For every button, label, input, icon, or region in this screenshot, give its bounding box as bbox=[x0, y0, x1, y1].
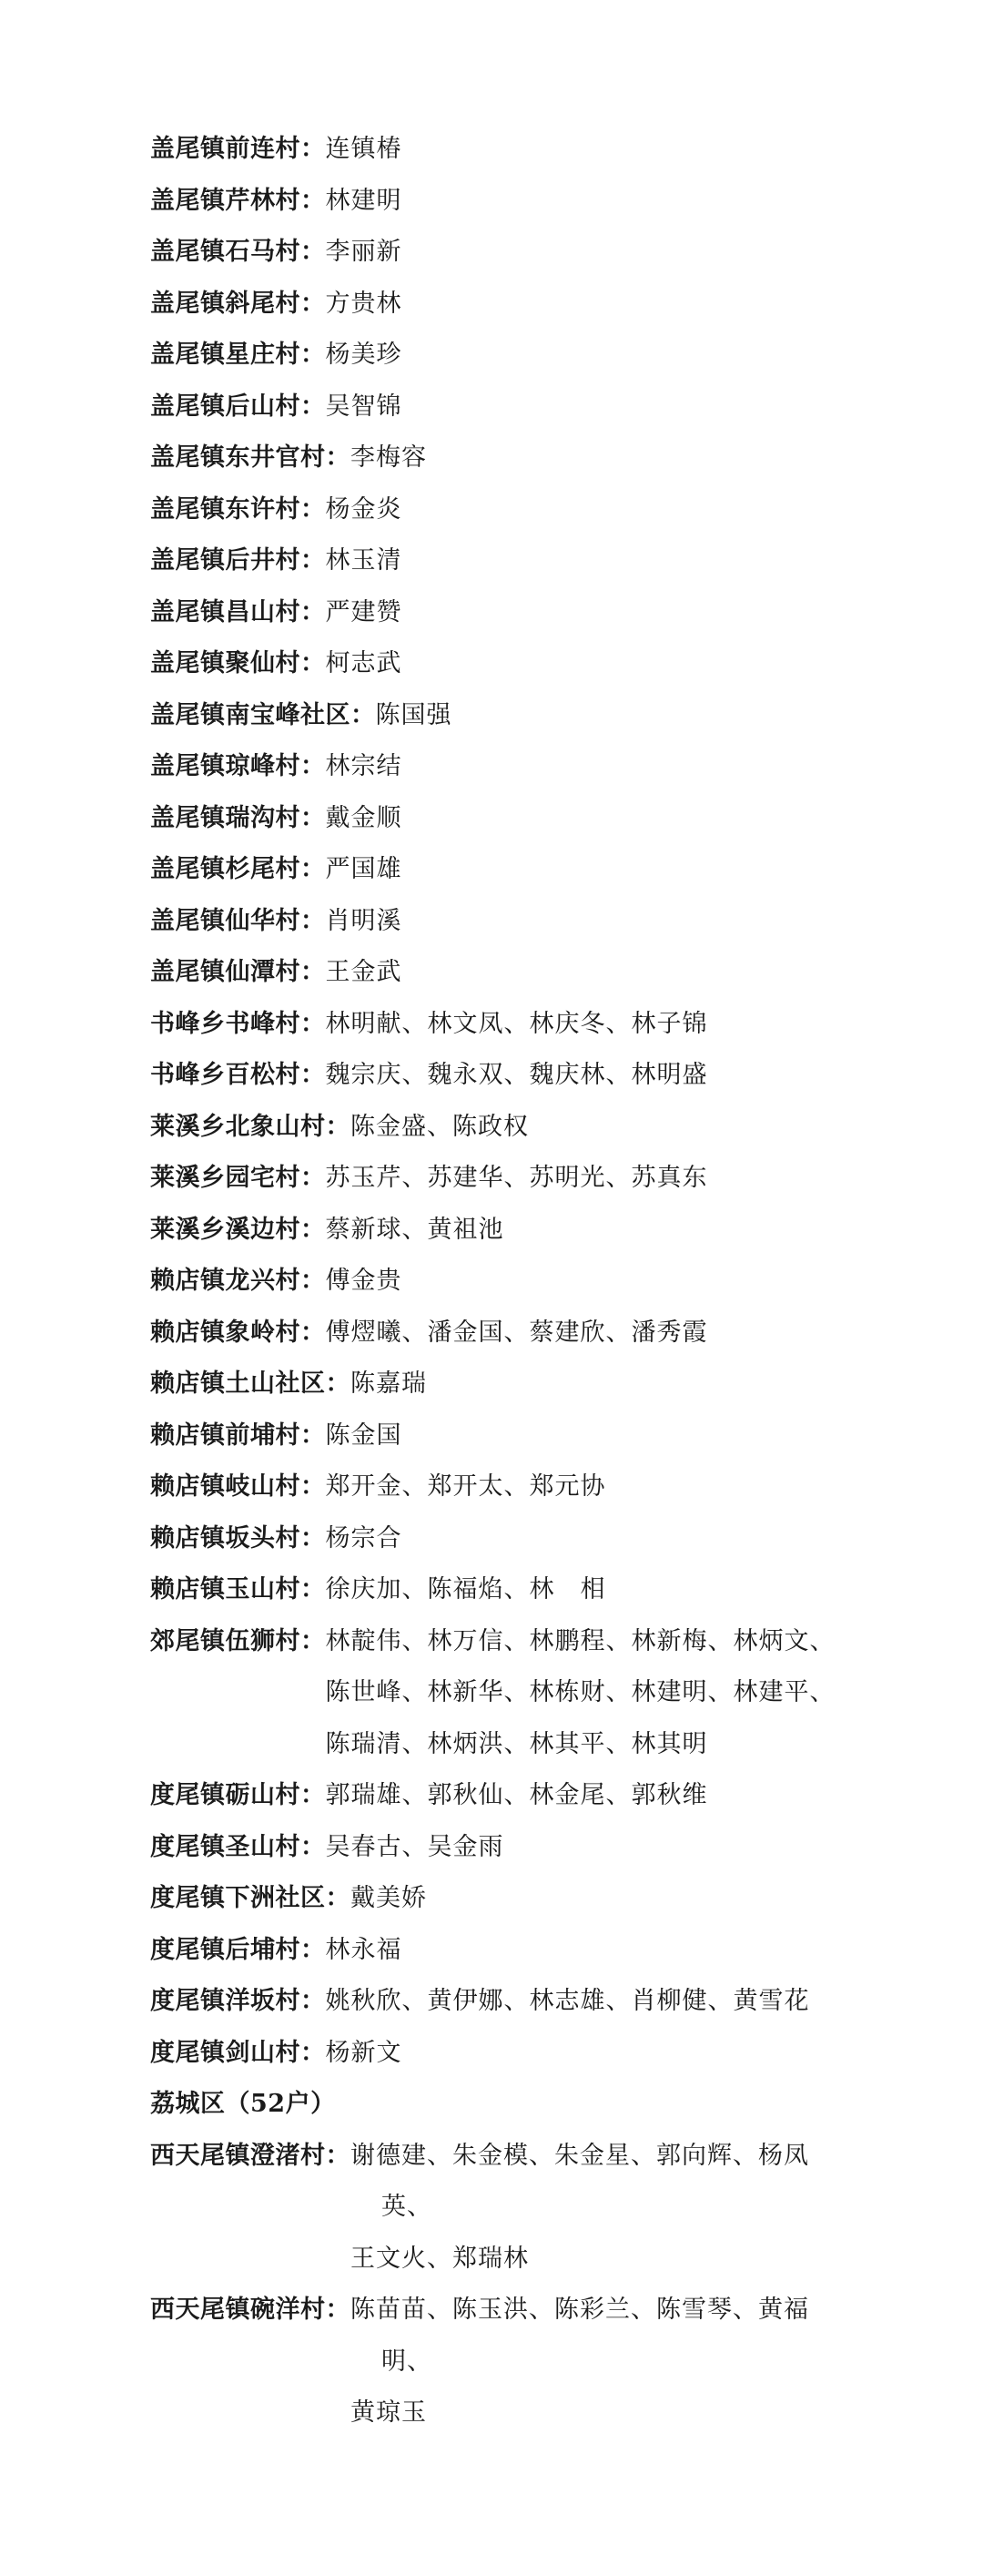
village-label: 盖尾镇仙潭村： bbox=[150, 958, 326, 986]
village-label: 西天尾镇碗洋村： bbox=[150, 2296, 350, 2324]
list-item bbox=[150, 124, 878, 176]
village-label: 度尾镇剑山村： bbox=[150, 2038, 326, 2067]
village-label: 郊尾镇伍狮村： bbox=[150, 1626, 326, 1655]
list-item bbox=[150, 1770, 878, 1822]
household-names: 柯志武 bbox=[325, 649, 402, 677]
household-names: 陈金国 bbox=[325, 1420, 402, 1450]
list-item bbox=[150, 535, 878, 587]
household-names: 林玉清 bbox=[325, 546, 402, 575]
household-names: 姚秋欣、黄伊娜、林志雄、肖柳健、黄雪花 bbox=[325, 1987, 810, 2015]
village-label: 盖尾镇杉尾村： bbox=[150, 855, 326, 883]
village-label: 度尾镇下洲社区： bbox=[150, 1884, 350, 1912]
names-line: 英、 bbox=[381, 2193, 432, 2221]
village-label: 盖尾镇后井村： bbox=[150, 546, 326, 575]
village-label: 西天尾镇澄渚村： bbox=[150, 2141, 350, 2170]
list-item bbox=[150, 1410, 878, 1462]
household-names bbox=[326, 1616, 836, 1771]
village-label: 赖店镇前埔村： bbox=[150, 1420, 326, 1450]
list-item bbox=[150, 2131, 878, 2286]
list-item bbox=[150, 587, 878, 639]
household-names: 严建赞 bbox=[325, 597, 402, 626]
village-label: 盖尾镇芹林村： bbox=[150, 186, 326, 215]
household-names bbox=[350, 2131, 809, 2286]
village-label: 度尾镇后埔村： bbox=[150, 1935, 326, 1964]
list-item bbox=[150, 947, 878, 999]
list-item bbox=[150, 690, 878, 742]
household-names bbox=[350, 2285, 809, 2439]
list-item bbox=[150, 484, 878, 536]
household-list bbox=[150, 124, 878, 2439]
village-label: 盖尾镇东井官村： bbox=[150, 443, 350, 472]
village-label: 赖店镇象岭村： bbox=[150, 1318, 326, 1347]
household-names: 陈金盛、陈政权 bbox=[350, 1112, 529, 1141]
household-names: 戴美娇 bbox=[350, 1884, 427, 1912]
village-label: 盖尾镇仙华村： bbox=[150, 906, 326, 935]
list-item bbox=[150, 1308, 878, 1359]
names-line: 黄琼玉 bbox=[350, 2398, 427, 2427]
household-names: 林建明 bbox=[325, 186, 402, 215]
list-item bbox=[150, 896, 878, 948]
village-label: 盖尾镇星庄村： bbox=[150, 341, 326, 369]
list-item bbox=[150, 330, 878, 382]
village-label: 赖店镇坂头村： bbox=[150, 1523, 326, 1553]
list-item bbox=[150, 1205, 878, 1257]
list-item bbox=[150, 1976, 878, 2028]
village-label: 度尾镇圣山村： bbox=[150, 1832, 326, 1861]
village-label: 莱溪乡园宅村： bbox=[150, 1164, 326, 1192]
list-item bbox=[150, 1564, 878, 1616]
household-names: 吴春古、吴金雨 bbox=[325, 1832, 504, 1861]
household-names: 陈嘉瑞 bbox=[350, 1369, 427, 1398]
village-label: 盖尾镇斜尾村： bbox=[150, 289, 326, 318]
list-item bbox=[150, 279, 878, 331]
names-line: 陈瑞清、林炳洪、林其平、林其明 bbox=[325, 1729, 708, 1758]
village-label: 盖尾镇石马村： bbox=[150, 238, 326, 266]
list-item bbox=[150, 227, 878, 279]
village-label: 赖店镇岐山村： bbox=[150, 1472, 326, 1501]
list-item bbox=[150, 1153, 878, 1205]
names-line: 明、 bbox=[381, 2347, 432, 2376]
household-names: 杨金炎 bbox=[325, 494, 402, 524]
names-line: 陈世峰、林新华、林栋财、林建明、林建平、 bbox=[325, 1678, 836, 1706]
names-line: 王文火、郑瑞林 bbox=[350, 2244, 529, 2273]
village-label: 度尾镇洋坂村： bbox=[150, 1987, 326, 2015]
list-item bbox=[150, 382, 878, 433]
list-item bbox=[150, 1461, 878, 1513]
list-item bbox=[150, 1102, 878, 1154]
household-names: 林宗结 bbox=[325, 752, 402, 780]
names-line: 谢德建、朱金模、朱金星、郭向辉、杨凤 bbox=[350, 2141, 809, 2170]
household-names: 杨新文 bbox=[325, 2038, 402, 2067]
list-item bbox=[150, 844, 878, 896]
names-line: 陈苗苗、陈玉洪、陈彩兰、陈雪琴、黄福 bbox=[350, 2296, 809, 2324]
list-item bbox=[150, 2285, 878, 2439]
village-label: 盖尾镇南宝峰社区： bbox=[150, 700, 376, 729]
household-names: 杨美珍 bbox=[325, 341, 402, 369]
household-names: 魏宗庆、魏永双、魏庆林、林明盛 bbox=[325, 1061, 708, 1089]
village-label: 盖尾镇东许村： bbox=[150, 494, 326, 524]
list-item bbox=[150, 1822, 878, 1874]
village-label: 书峰乡书峰村： bbox=[150, 1009, 326, 1038]
household-names: 李梅容 bbox=[350, 443, 427, 472]
household-names: 吴智锦 bbox=[325, 392, 402, 421]
village-label: 盖尾镇瑞沟村： bbox=[150, 803, 326, 832]
names-line: 林靛伟、林万信、林鹏程、林新梅、林炳文、 bbox=[325, 1626, 836, 1655]
household-names: 肖明溪 bbox=[325, 906, 402, 935]
village-label: 盖尾镇前连村： bbox=[150, 135, 326, 163]
list-item bbox=[150, 1050, 878, 1102]
village-label: 赖店镇龙兴村： bbox=[150, 1267, 326, 1295]
list-item bbox=[150, 999, 878, 1051]
list-item bbox=[150, 638, 878, 690]
village-label: 盖尾镇后山村： bbox=[150, 392, 326, 421]
household-names: 郑开金、郑开太、郑元协 bbox=[325, 1472, 606, 1501]
household-names: 林明献、林文凤、林庆冬、林子锦 bbox=[325, 1009, 708, 1038]
list-item bbox=[150, 2028, 878, 2080]
village-label: 莱溪乡溪边村： bbox=[150, 1215, 326, 1244]
village-label: 书峰乡百松村： bbox=[150, 1061, 326, 1089]
household-names: 连镇椿 bbox=[325, 135, 402, 163]
household-names: 陈国强 bbox=[375, 700, 452, 729]
village-label: 盖尾镇昌山村： bbox=[150, 597, 326, 626]
household-names: 杨宗合 bbox=[325, 1523, 402, 1553]
household-names: 王金武 bbox=[325, 958, 402, 986]
list-item bbox=[150, 1873, 878, 1925]
village-label: 赖店镇土山社区： bbox=[150, 1369, 350, 1398]
list-item bbox=[150, 741, 878, 793]
household-names: 戴金顺 bbox=[325, 803, 402, 832]
household-names: 蔡新球、黄祖池 bbox=[325, 1215, 504, 1244]
household-names: 林永福 bbox=[325, 1935, 402, 1964]
household-names: 郭瑞雄、郭秋仙、林金尾、郭秋维 bbox=[325, 1781, 708, 1809]
list-item bbox=[150, 1925, 878, 1977]
list-item bbox=[150, 433, 878, 484]
household-names: 傅金贵 bbox=[325, 1267, 402, 1295]
household-names: 徐庆加、陈福焰、林 相 bbox=[325, 1575, 606, 1604]
household-names: 傅熤曦、潘金国、蔡建欣、潘秀霞 bbox=[325, 1318, 708, 1347]
household-names: 方贵林 bbox=[325, 289, 402, 318]
section-heading: 荔城区（52户） bbox=[150, 2090, 336, 2118]
household-names: 李丽新 bbox=[325, 238, 402, 266]
list-item bbox=[150, 176, 878, 228]
household-names: 苏玉芹、苏建华、苏明光、苏真东 bbox=[325, 1164, 708, 1192]
list-item bbox=[150, 1513, 878, 1565]
household-names: 严国雄 bbox=[325, 855, 402, 883]
village-label: 盖尾镇聚仙村： bbox=[150, 649, 326, 677]
list-item bbox=[150, 1256, 878, 1308]
village-label: 赖店镇玉山村： bbox=[150, 1575, 326, 1604]
list-item bbox=[150, 1616, 878, 1771]
list-item bbox=[150, 793, 878, 845]
village-label: 盖尾镇琼峰村： bbox=[150, 752, 326, 780]
village-label: 度尾镇砺山村： bbox=[150, 1781, 326, 1809]
list-item bbox=[150, 1359, 878, 1410]
village-label: 莱溪乡北象山村： bbox=[150, 1112, 350, 1141]
